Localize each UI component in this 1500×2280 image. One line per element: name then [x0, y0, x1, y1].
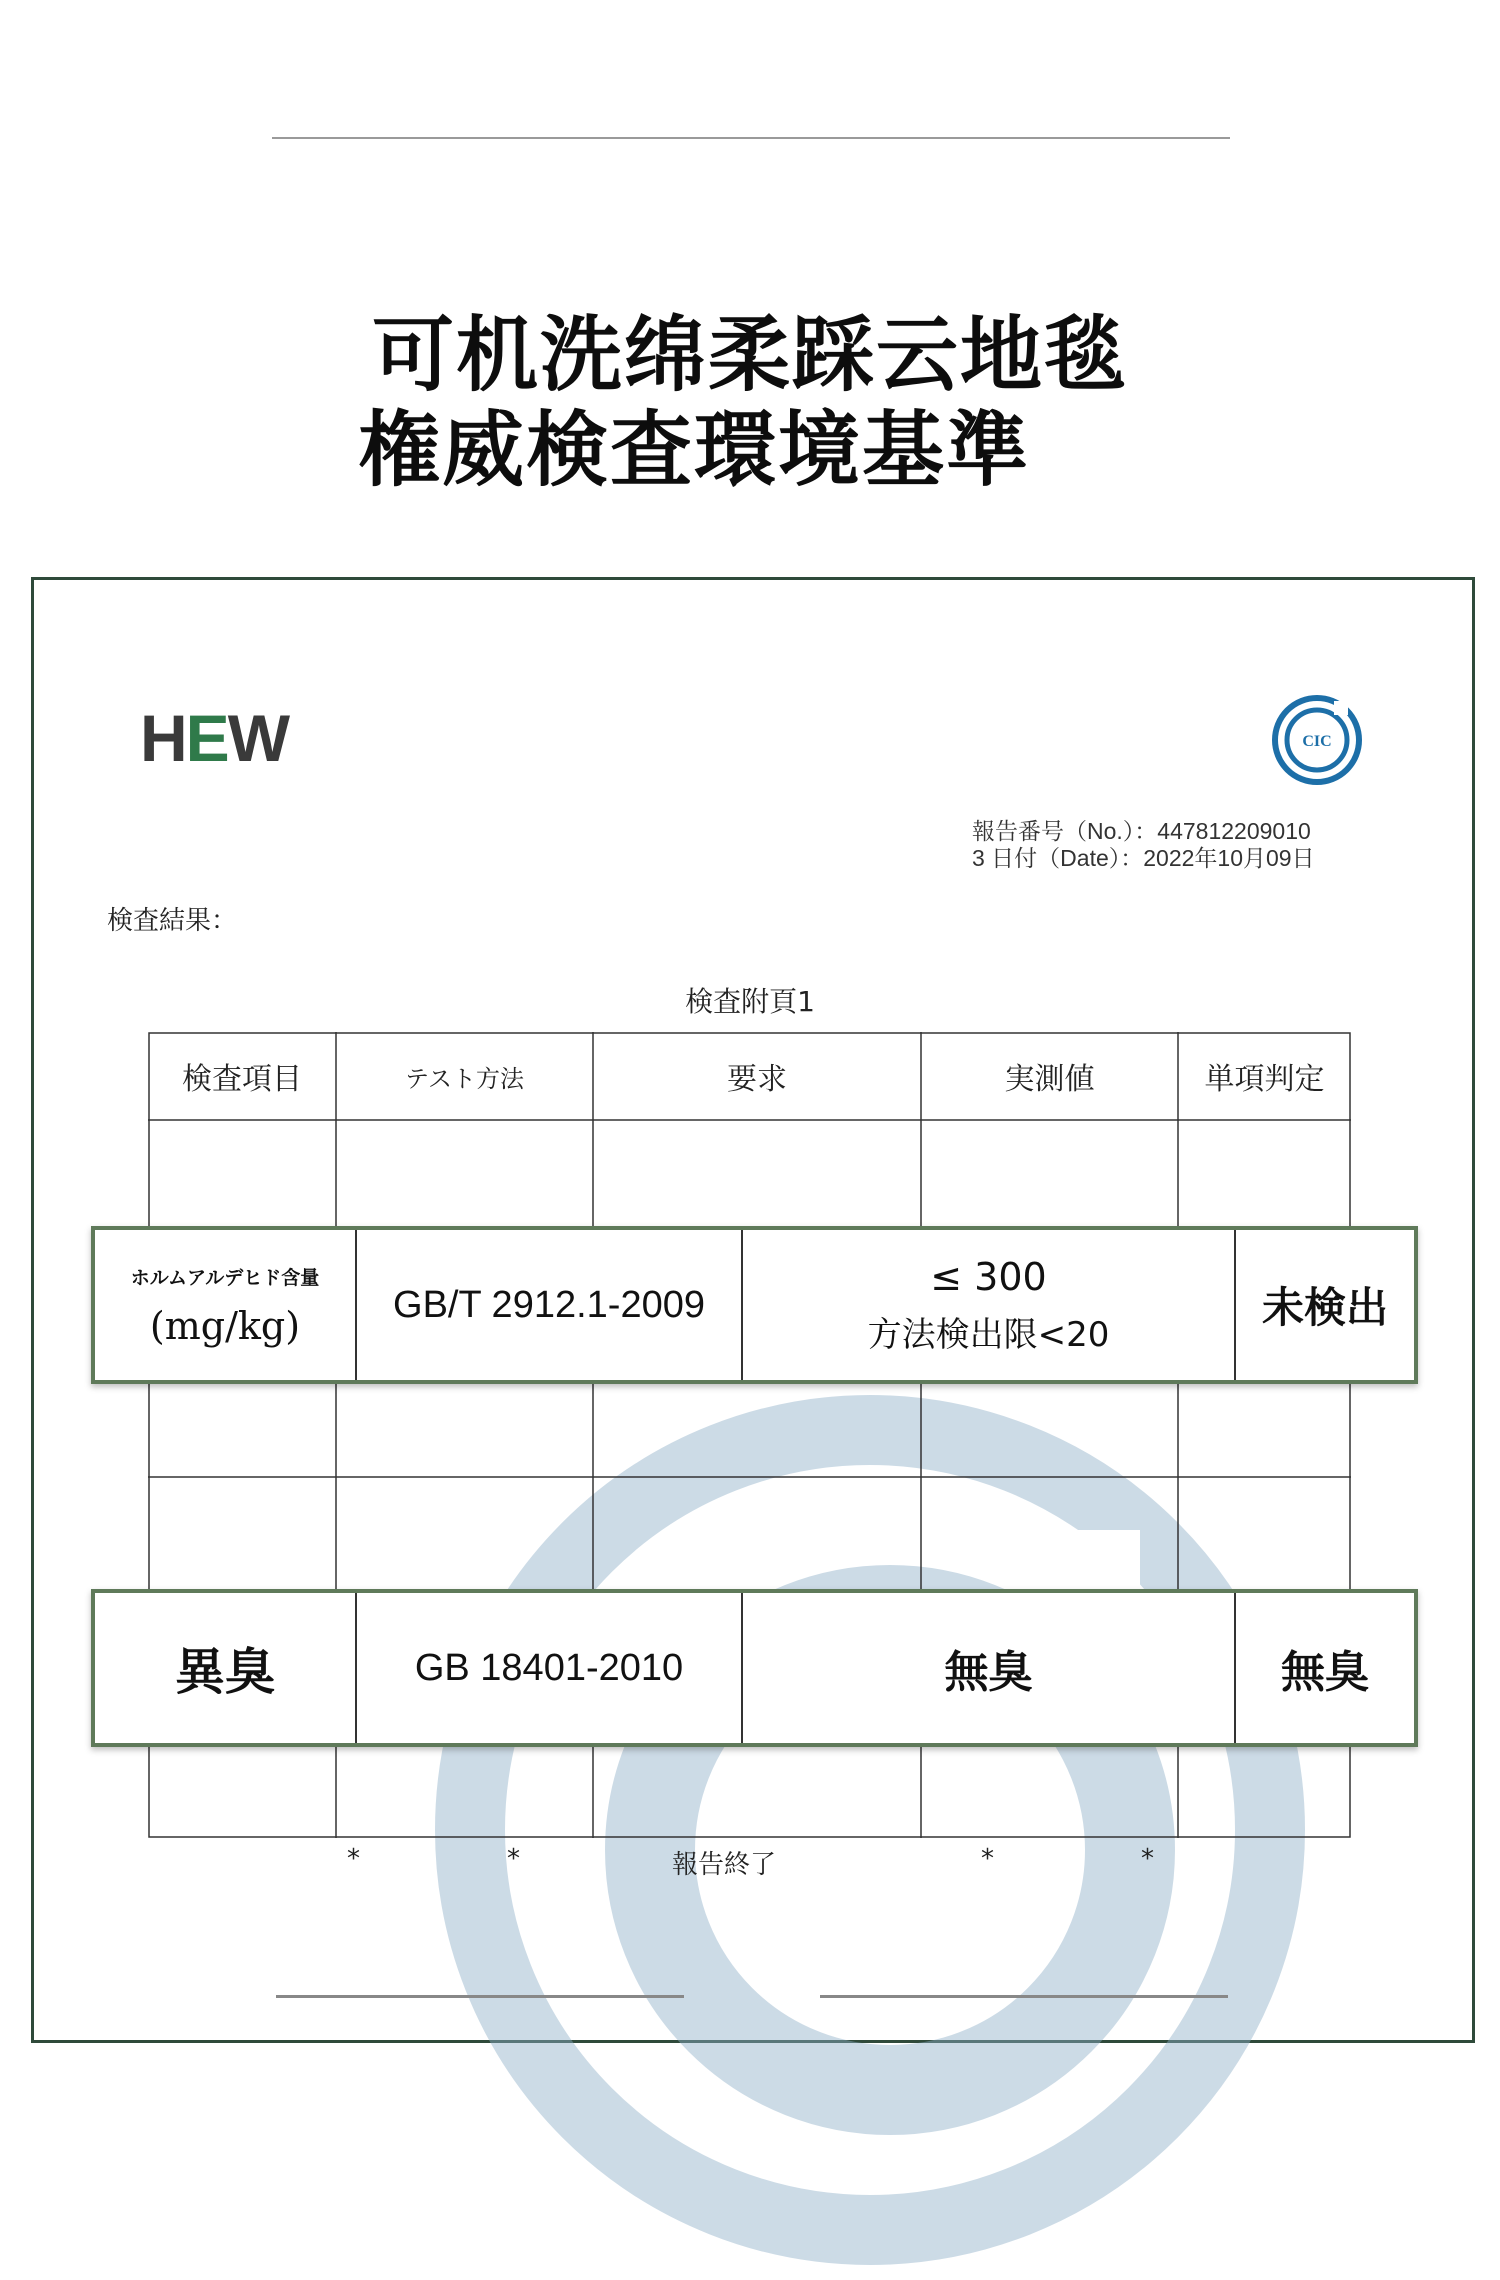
appendix-title: 検査附頁1	[685, 985, 815, 1018]
page-title-line1: 可机洗绵柔踩云地毯	[371, 308, 1128, 403]
table-row-odor	[91, 1589, 1418, 1747]
odor-method: GB 18401-2010	[357, 1593, 743, 1743]
header-item: 検査項目	[182, 1062, 302, 1097]
formaldehyde-limit: ≤ 300	[930, 1254, 1047, 1299]
bottom-rule-left	[276, 1995, 684, 1998]
table-row-formaldehyde	[91, 1226, 1418, 1384]
formaldehyde-detection-limit: 方法検出限<20	[867, 1314, 1110, 1355]
report-date: 3 日付（Date）：2022年10月09日	[972, 845, 1315, 871]
formaldehyde-requirement	[743, 1230, 1236, 1380]
end-marker-3: *	[981, 1844, 994, 1874]
page-title-line2: 権威検査環境基準	[357, 403, 1030, 498]
htw-logo: HEW	[140, 701, 288, 775]
formaldehyde-item-name: ホルムアルデヒド含量	[130, 1266, 320, 1289]
odor-judgement: 無臭	[1281, 1647, 1369, 1698]
header-judgement: 単項判定	[1204, 1062, 1325, 1097]
header-measured: 実測値	[1004, 1062, 1095, 1097]
odor-item: 異臭	[95, 1593, 357, 1743]
formaldehyde-judgement: 未検出	[1261, 1283, 1388, 1332]
formaldehyde-item	[95, 1230, 357, 1380]
bottom-rule-right	[820, 1995, 1228, 1998]
result-label: 検査結果：	[107, 906, 238, 936]
header-method: テスト方法	[404, 1064, 525, 1093]
end-marker-2: *	[507, 1844, 520, 1874]
end-marker-4: *	[1141, 1844, 1154, 1874]
odor-requirement: 無臭	[743, 1593, 1236, 1743]
cic-logo-icon	[1270, 693, 1364, 787]
report-number: 報告番号（No.）：447812209010	[972, 818, 1311, 844]
formaldehyde-method: GB/T 2912.1-2009	[357, 1230, 743, 1380]
formaldehyde-item-unit: (mg/kg)	[149, 1303, 301, 1348]
top-divider	[272, 137, 1230, 139]
cic-logo-text: CIC	[1302, 733, 1332, 750]
end-of-report-text: 報告終了	[672, 1850, 777, 1880]
end-marker-1: *	[347, 1844, 360, 1874]
header-requirement: 要求	[727, 1062, 787, 1097]
